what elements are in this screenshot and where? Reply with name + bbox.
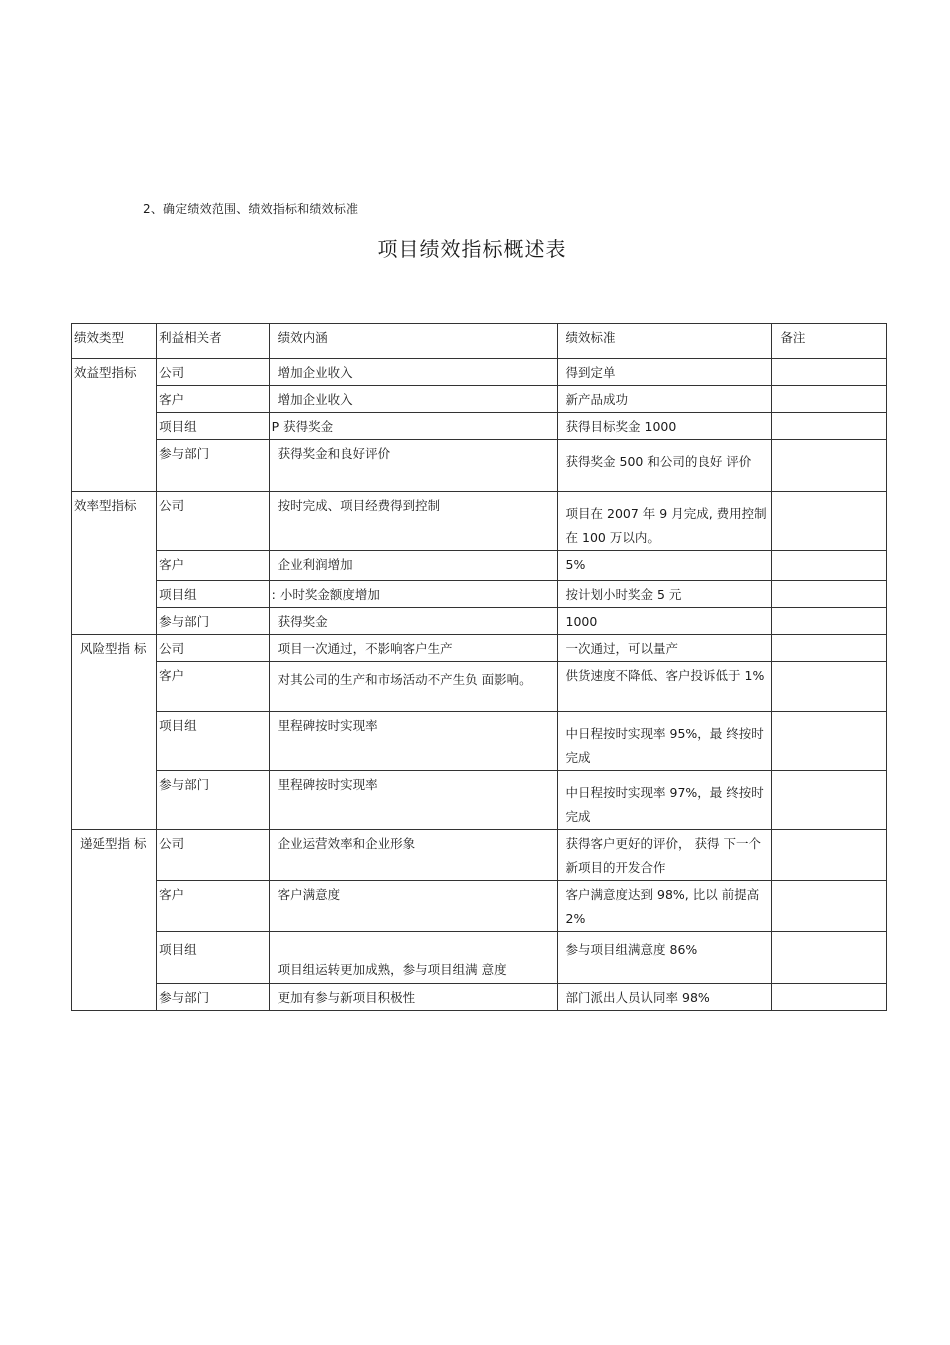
content-cell: 增加企业收入 [269, 359, 557, 386]
stakeholder-cell: 参与部门 [157, 608, 270, 635]
stakeholder-cell: 公司 [157, 359, 270, 386]
header-cell: 绩效标准 [557, 324, 772, 359]
content-cell: 项目组运转更加成熟，参与项目组满 意度 [269, 932, 557, 984]
stakeholder-cell: 客户 [157, 386, 270, 413]
standard-cell: 5% [557, 551, 772, 581]
note-cell [772, 712, 887, 771]
table-row [72, 492, 887, 551]
standard-cell: 中日程按时实现率 95%，最 终按时完成 [557, 712, 772, 771]
standard-cell: 供货速度不降低、客户投诉低于 1% [557, 662, 772, 712]
category-cell: 效益型指标 [72, 359, 157, 492]
table-header-row [72, 324, 887, 359]
content-cell: 增加企业收入 [269, 386, 557, 413]
stakeholder-cell: 公司 [157, 830, 270, 881]
document-title: 项目绩效指标概述表 [377, 237, 567, 261]
content-cell: : 小时奖金额度增加 [269, 581, 557, 608]
note-cell [772, 662, 887, 712]
stakeholder-cell: 参与部门 [157, 771, 270, 830]
content-cell: 里程碑按时实现率 [269, 771, 557, 830]
standard-cell: 1000 [557, 608, 772, 635]
standard-cell: 客户满意度达到 98%, 比以 前提高 2% [557, 881, 772, 932]
stakeholder-cell: 公司 [157, 492, 270, 551]
note-cell [772, 492, 887, 551]
note-cell [772, 359, 887, 386]
note-cell [772, 932, 887, 984]
content-cell: 企业运营效率和企业形象 [269, 830, 557, 881]
table-row [72, 635, 887, 662]
note-cell [772, 771, 887, 830]
note-cell [772, 386, 887, 413]
note-cell [772, 440, 887, 492]
note-cell [772, 608, 887, 635]
table-row [72, 359, 887, 386]
content-cell: 获得奖金和良好评价 [269, 440, 557, 492]
content-cell: 项目一次通过，不影响客户生产 [269, 635, 557, 662]
header-cell: 利益相关者 [157, 324, 270, 359]
standard-cell: 按计划小时奖金 5 元 [557, 581, 772, 608]
table-row [72, 440, 887, 492]
content-cell: 按时完成、项目经费得到控制 [269, 492, 557, 551]
content-cell: 企业利润增加 [269, 551, 557, 581]
content-cell: 客户满意度 [269, 881, 557, 932]
standard-cell: 得到定单 [557, 359, 772, 386]
table-row [72, 932, 887, 984]
note-cell [772, 635, 887, 662]
content-cell: 更加有参与新项目积极性 [269, 984, 557, 1011]
stakeholder-cell: 项目组 [157, 932, 270, 984]
table-row [72, 984, 887, 1011]
standard-cell: 项目在 2007 年 9 月完成, 费用控制在 100 万以内。 [557, 492, 772, 551]
stakeholder-cell: 参与部门 [157, 440, 270, 492]
content-cell: P 获得奖金 [269, 413, 557, 440]
stakeholder-cell: 项目组 [157, 581, 270, 608]
stakeholder-cell: 客户 [157, 662, 270, 712]
table-row [72, 881, 887, 932]
standard-cell: 获得奖金 500 和公司的良好 评价 [557, 440, 772, 492]
table-row [72, 771, 887, 830]
content-cell: 对其公司的生产和市场活动不产生负 面影响。 [269, 662, 557, 712]
standard-cell: 获得客户更好的评价， 获得 下一个新项目的开发合作 [557, 830, 772, 881]
category-cell: 风险型指 标 [72, 635, 157, 830]
header-cell: 绩效类型 [72, 324, 157, 359]
table-row [72, 413, 887, 440]
table-row [72, 662, 887, 712]
category-cell: 递延型指 标 [72, 830, 157, 1011]
note-cell [772, 413, 887, 440]
table-row [72, 712, 887, 771]
standard-cell: 新产品成功 [557, 386, 772, 413]
table-row [72, 386, 887, 413]
performance-indicator-table [71, 323, 887, 1011]
content-cell: 里程碑按时实现率 [269, 712, 557, 771]
header-cell: 绩效内涵 [269, 324, 557, 359]
table-row [72, 551, 887, 581]
stakeholder-cell: 参与部门 [157, 984, 270, 1011]
stakeholder-cell: 项目组 [157, 413, 270, 440]
note-cell [772, 551, 887, 581]
stakeholder-cell: 客户 [157, 881, 270, 932]
table-row [72, 608, 887, 635]
content-cell: 获得奖金 [269, 608, 557, 635]
table-row [72, 830, 887, 881]
note-cell [772, 581, 887, 608]
note-cell [772, 881, 887, 932]
standard-cell: 部门派出人员认同率 98% [557, 984, 772, 1011]
table-row [72, 581, 887, 608]
category-cell: 效率型指标 [72, 492, 157, 635]
header-cell: 备注 [772, 324, 887, 359]
stakeholder-cell: 公司 [157, 635, 270, 662]
note-cell [772, 984, 887, 1011]
note-cell [772, 830, 887, 881]
stakeholder-cell: 项目组 [157, 712, 270, 771]
section-heading: 2、确定绩效范围、绩效指标和绩效标准 [143, 202, 359, 216]
standard-cell: 一次通过，可以量产 [557, 635, 772, 662]
standard-cell: 获得目标奖金 1000 [557, 413, 772, 440]
standard-cell: 中日程按时实现率 97%，最 终按时完成 [557, 771, 772, 830]
stakeholder-cell: 客户 [157, 551, 270, 581]
standard-cell: 参与项目组满意度 86% [557, 932, 772, 984]
